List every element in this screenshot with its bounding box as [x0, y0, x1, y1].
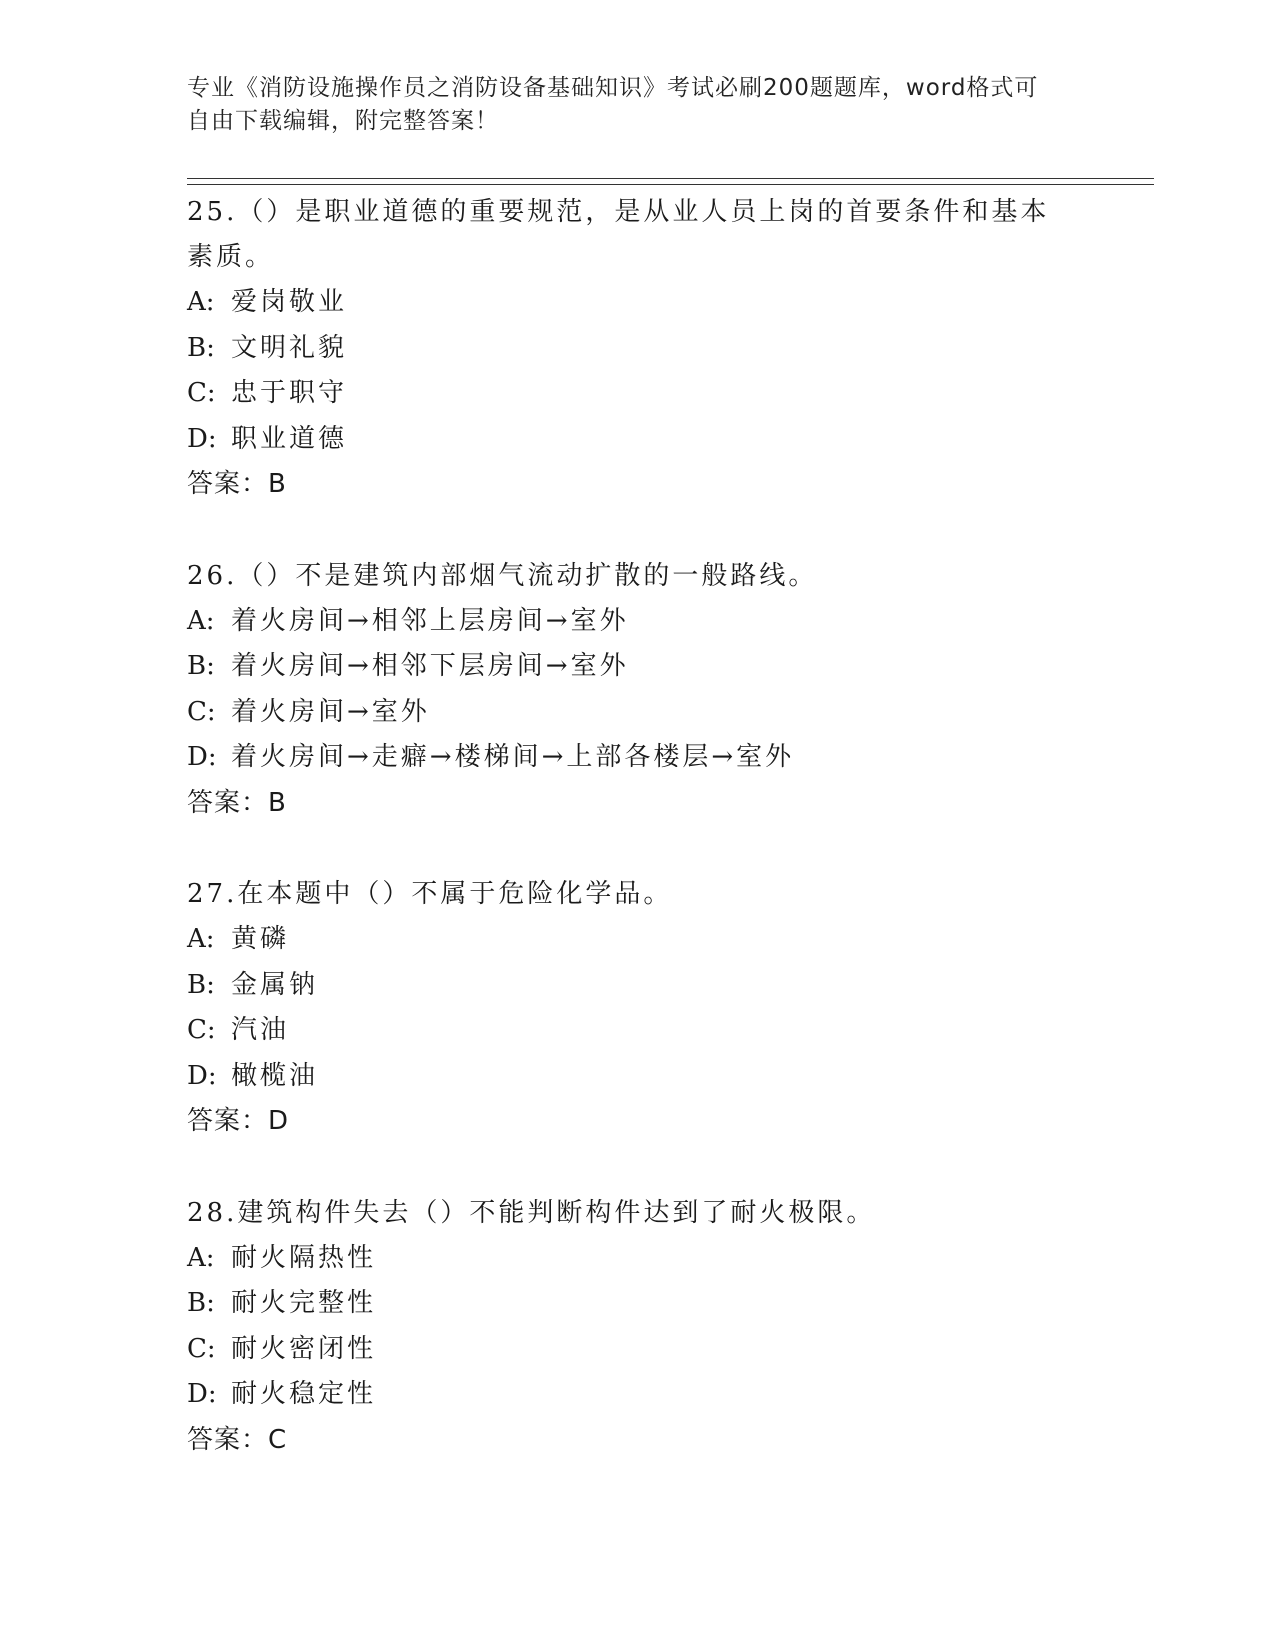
option-letter: A: [187, 1242, 215, 1273]
option-letter: C: [187, 378, 216, 408]
option-a [187, 1236, 1087, 1282]
option-text: 文明礼貌 [231, 332, 348, 363]
option-b [187, 1281, 1087, 1327]
option-d [187, 1372, 1087, 1418]
option-a [187, 599, 1087, 645]
option-text: 职业道德 [231, 423, 348, 454]
option-c [187, 371, 1087, 417]
option-text: 耐火密闭性 [231, 1333, 377, 1364]
option-text: 橄榄油 [231, 1060, 319, 1091]
option-text: 爱岗敬业 [231, 287, 348, 317]
question-text: 28.建筑构件失去（）不能判断构件达到了耐火极限。 [187, 1197, 876, 1228]
answer-line: 答案：C [187, 1424, 288, 1455]
option-text: 金属钠 [231, 969, 319, 1000]
option-text: 汽油 [231, 1015, 290, 1045]
answer-line: 答案：B [187, 469, 287, 499]
question-text: 25.（）是职业道德的重要规范，是从业人员上岗的首要条件和基本素质。 [187, 197, 1050, 272]
question-26 [187, 554, 1087, 827]
option-letter: A: [187, 605, 215, 636]
option-text: 着火房间→相邻下层房间→室外 [231, 651, 629, 681]
option-text: 忠于职守 [231, 378, 348, 408]
option-letter: D: [187, 1379, 217, 1409]
option-d [187, 1054, 1087, 1100]
option-letter: A: [187, 287, 215, 317]
option-letter: B: [187, 969, 215, 1000]
option-letter: C: [187, 1015, 216, 1045]
option-d [187, 735, 1087, 781]
option-text: 着火房间→相邻上层房间→室外 [231, 605, 629, 636]
option-text: 着火房间→室外 [231, 696, 430, 727]
option-letter: D: [187, 742, 217, 772]
answer-line: 答案：B [187, 787, 287, 818]
option-b [187, 644, 1087, 690]
option-letter: B: [187, 651, 215, 681]
option-letter: B: [187, 332, 215, 363]
question-28 [187, 1191, 1087, 1464]
option-c [187, 690, 1087, 736]
option-letter: D: [187, 423, 217, 454]
document-header [187, 72, 1067, 138]
option-letter: A: [187, 924, 215, 954]
header-line-2: 自由下载编辑，附完整答案！ [187, 108, 499, 134]
question-text: 27.在本题中（）不属于危险化学品。 [187, 879, 673, 909]
option-text: 耐火稳定性 [231, 1379, 377, 1409]
option-a [187, 280, 1087, 326]
option-c [187, 1327, 1087, 1373]
option-text: 耐火隔热性 [231, 1242, 377, 1273]
question-text: 26.（）不是建筑内部烟气流动扩散的一般路线。 [187, 560, 818, 591]
header-line-1: 专业《消防设施操作员之消防设备基础知识》考试必刷200题题库，word格式可 [187, 75, 1039, 101]
option-c [187, 1008, 1087, 1054]
question-list [187, 190, 1087, 1509]
option-a [187, 917, 1087, 963]
header-divider-top [187, 178, 1154, 179]
answer-line: 答案：D [187, 1106, 290, 1136]
option-letter: C: [187, 1333, 216, 1364]
option-letter: C: [187, 696, 216, 727]
option-text: 黄磷 [231, 924, 290, 954]
option-text: 着火房间→走癖→楼梯间→上部各楼层→室外 [231, 742, 795, 772]
option-b [187, 326, 1087, 372]
question-25 [187, 190, 1087, 508]
option-d [187, 417, 1087, 463]
option-text: 耐火完整性 [231, 1288, 377, 1318]
option-letter: B: [187, 1288, 215, 1318]
question-27 [187, 872, 1087, 1145]
header-divider-bottom [187, 184, 1154, 185]
option-letter: D: [187, 1060, 217, 1091]
option-b [187, 963, 1087, 1009]
